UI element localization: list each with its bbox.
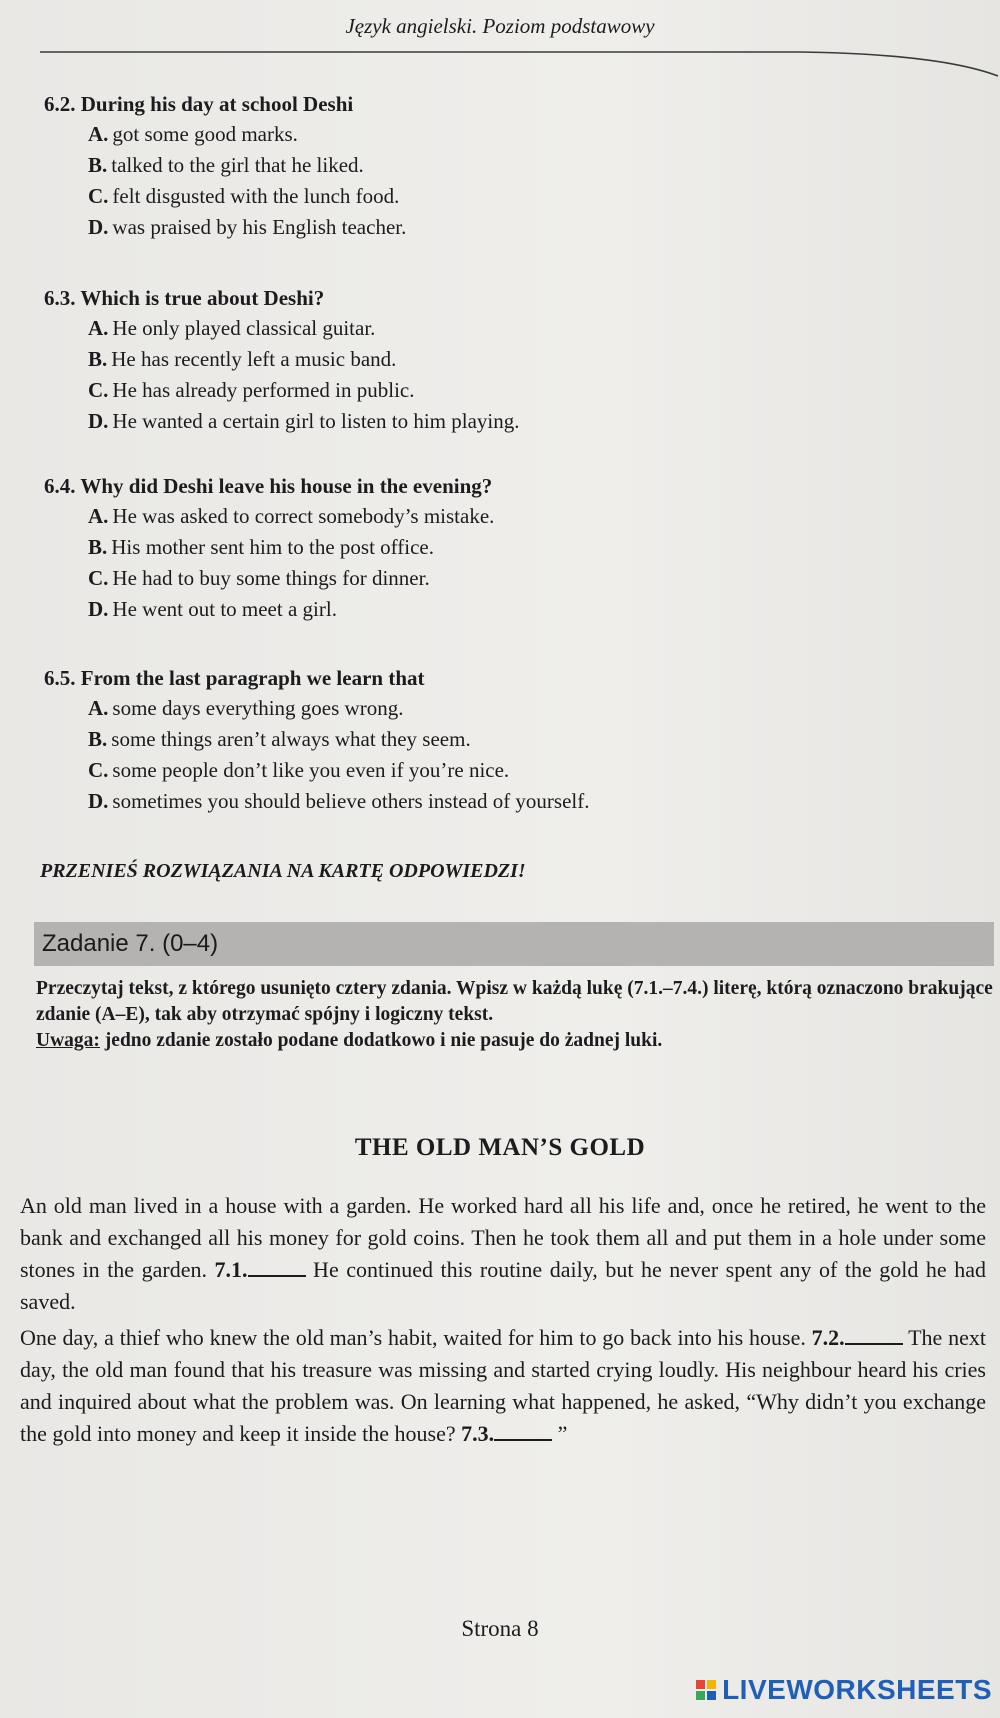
- story-paragraph-1: An old man lived in a house with a garden. He worked hard all his life and, once he retired, he went to the bank and exchanged all his money for gold coins. Then he took them all and put them in a hole under some stones in the garden. 7.1. He continued this routine daily, but he never spent any of the gold he had saved.: [20, 1193, 986, 1314]
- option-d: D. He went out to meet a girl.: [88, 597, 337, 621]
- option-b: B. His mother sent him to the post office.: [88, 535, 434, 559]
- option-d: D. was praised by his English teacher.: [88, 215, 407, 239]
- instruction-text: Przeczytaj tekst, z którego usunięto cztery zdania. Wpisz w każdą lukę (7.1.–7.4.) literę, którą oznaczono brakujące zdanie (A–E), tak aby otrzymać spójny i logiczny tekst.: [36, 978, 993, 1025]
- story-paragraph-2: One day, a thief who knew the old man’s habit, waited for him to go back into his house. 7.2. The next day, the old man found that his treasure was missing and started crying loudly. His neighbour heard his cries and inquired about what the problem was. On learning what happened, he asked, “Why didn’t you exchange the gold into money and keep it inside the house? 7.3. ”: [20, 1325, 987, 1446]
- page-number: Strona 8: [461, 1616, 539, 1641]
- question-6-3: [44, 286, 944, 440]
- gap-label-7-3: 7.3.: [461, 1421, 495, 1446]
- running-header: Język angielski. Poziom podstawowy: [345, 14, 655, 38]
- option-c: C. felt disgusted with the lunch food.: [88, 184, 400, 208]
- note-label: Uwaga:: [36, 1030, 100, 1051]
- option-a: A. got some good marks.: [88, 122, 298, 146]
- transfer-answers-note: PRZENIEŚ ROZWIĄZANIA NA KARTĘ ODPOWIEDZI!: [40, 860, 526, 882]
- question-6-5: [44, 666, 944, 820]
- option-c: C. He has already performed in public.: [88, 378, 415, 402]
- question-6-4: [44, 474, 944, 628]
- gap-7-2-blank[interactable]: [845, 1325, 903, 1345]
- option-b: B. talked to the girl that he liked.: [88, 153, 364, 177]
- header-rule: [40, 50, 1000, 80]
- task-instruction: [36, 976, 996, 1054]
- question-6-2: [44, 92, 944, 246]
- note-text: jedno zdanie zostało podane dodatkowo i nie pasuje do żadnej luki.: [99, 1030, 663, 1051]
- question-title: 6.4. Why did Deshi leave his house in the evening?: [44, 474, 493, 498]
- option-a: A. He was asked to correct somebody’s mistake.: [88, 504, 495, 528]
- option-d: D. He wanted a certain girl to listen to him playing.: [88, 409, 520, 433]
- question-title: 6.5. From the last paragraph we learn that: [44, 666, 425, 690]
- option-b: B. He has recently left a music band.: [88, 347, 397, 371]
- option-d: D. sometimes you should believe others instead of yourself.: [88, 789, 590, 813]
- gap-7-1-blank[interactable]: [248, 1257, 306, 1277]
- question-title: 6.2. During his day at school Deshi: [44, 92, 354, 116]
- option-a: A. He only played classical guitar.: [88, 316, 376, 340]
- option-c: C. He had to buy some things for dinner.: [88, 566, 430, 590]
- option-b: B. some things aren’t always what they seem.: [88, 727, 471, 751]
- option-a: A. some days everything goes wrong.: [88, 696, 404, 720]
- brand-name: LIVEWORKSHEETS: [722, 1674, 992, 1705]
- option-c: C. some people don’t like you even if you’re nice.: [88, 758, 510, 782]
- gap-label-7-1: 7.1.: [214, 1257, 248, 1282]
- task-title: Zadanie 7. (0–4): [42, 930, 219, 957]
- gap-label-7-2: 7.2.: [811, 1325, 845, 1350]
- liveworksheets-brand[interactable]: [696, 1674, 992, 1706]
- question-title: 6.3. Which is true about Deshi?: [44, 286, 325, 310]
- story-title: THE OLD MAN’S GOLD: [354, 1134, 646, 1161]
- gap-7-3-blank[interactable]: [494, 1421, 552, 1441]
- liveworksheets-logo-icon: [696, 1680, 716, 1700]
